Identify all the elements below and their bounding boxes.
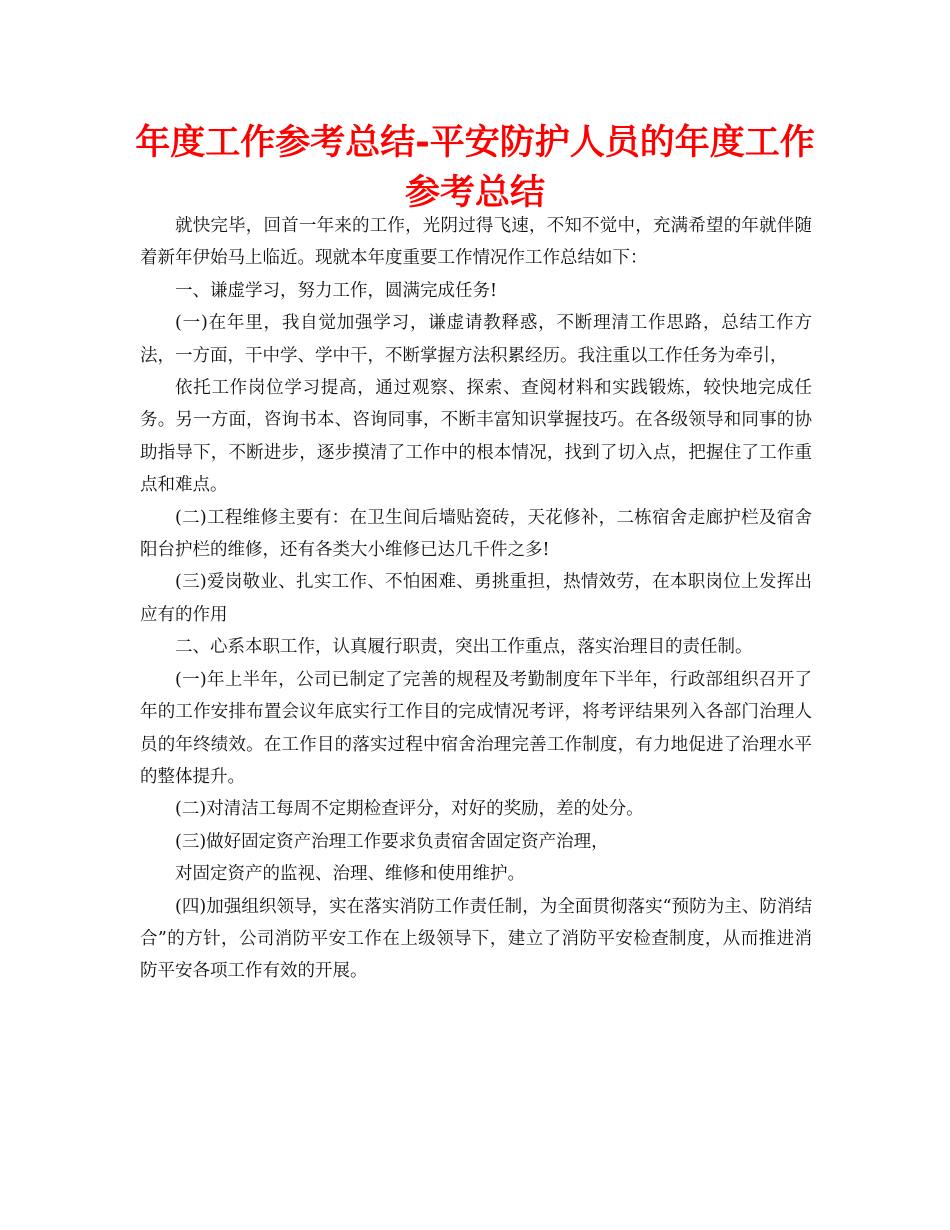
paragraph: (一)年上半年，公司已制定了完善的规程及考勤制度年下半年，行政部组织召开了年的工作安排布置会议年底实行工作目的完成情况考评，将考评结果列入各部门治理人员的年终绩效。在工作目的落实过程中宿舍治理完善工作制度，有力地促进了治理水平的整体提升。 (140, 669, 812, 787)
paragraph: 依托工作岗位学习提高，通过观察、探索、查阅材料和实践锻炼，较快地完成任务。另一方面，咨询书本、咨询同事，不断丰富知识掌握技巧。在各级领导和同事的协助指导下，不断进步，逐步摸清了工作中的根本情况，找到了切入点，把握住了工作重点和难点。 (140, 378, 812, 496)
paragraph: 一、谦虚学习，努力工作，圆满完成任务! (175, 280, 498, 301)
document-title: 年度工作参考总结-平安防护人员的年度工作参考总结 (135, 123, 815, 213)
paragraph: (三)爱岗敬业、扎实工作、不怕困难、勇挑重担，热情效劳，在本职岗位上发挥出应有的作用 (140, 572, 812, 625)
document-body (140, 210, 812, 988)
paragraph: (四)加强组织领导，实在落实消防工作责任制，为全面贯彻落实“预防为主、防消结合”的方针，公司消防平安工作在上级领导下，建立了消防平安检查制度，从而推进消防平安各项工作有效的开展。 (140, 896, 812, 982)
paragraph: 二、心系本职工作，认真履行职责，突出工作重点，落实治理目的责任制。 (175, 637, 753, 658)
paragraph: (一)在年里，我自觉加强学习，谦虚请教释惑，不断理清工作思路，总结工作方法，一方面，干中学、学中干，不断掌握方法积累经历。我注重以工作任务为牵引， (140, 313, 812, 366)
paragraph: 对固定资产的监视、治理、维修和使用维护。 (175, 864, 525, 885)
paragraph: (三)做好固定资产治理工作要求负责宿舍固定资产治理， (175, 831, 609, 852)
paragraph: 就快完毕，回首一年来的工作，光阴过得飞速，不知不觉中，充满希望的年就伴随着新年伊始马上临近。现就本年度重要工作情况作工作总结如下： (140, 216, 812, 269)
paragraph: (二)工程维修主要有：在卫生间后墙贴瓷砖，天花修补，二栋宿舍走廊护栏及宿舍阳台护栏的维修，还有各类大小维修已达几千件之多! (140, 507, 812, 561)
paragraph: (二)对清洁工每周不定期检查评分，对好的奖励，差的处分。 (175, 799, 644, 820)
